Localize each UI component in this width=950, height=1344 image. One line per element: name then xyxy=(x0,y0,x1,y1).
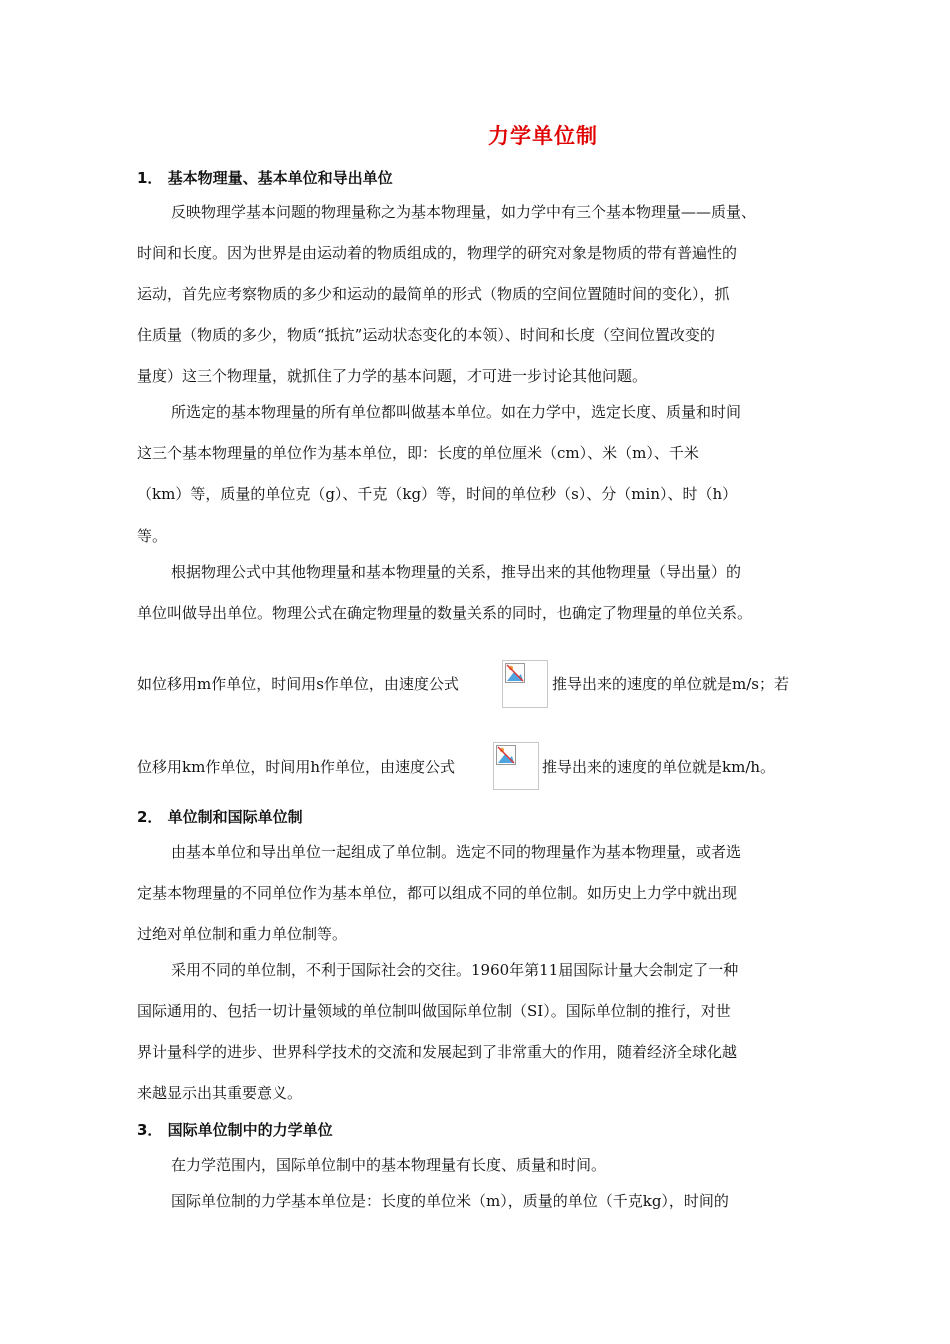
paragraph-line: 所选定的基本物理量的所有单位都叫做基本单位。如在力学中，选定长度、质量和时间 xyxy=(171,403,742,421)
section-heading: 1． 基本物理量、基本单位和导出单位 xyxy=(137,169,393,187)
paragraph-line: 等。 xyxy=(137,527,168,545)
paragraph-line: 来越显示出其重要意义。 xyxy=(137,1084,303,1102)
paragraph-line: （km）等，质量的单位克（g）、千克（kg）等，时间的单位秒（s）、分（min）、时（h） xyxy=(137,485,738,503)
paragraph-line: 单位叫做导出单位。物理公式在确定物理量的数量关系的同时，也确定了物理量的单位关系。 xyxy=(137,604,753,622)
paragraph-line: 时间和长度。因为世界是由运动着的物质组成的，物理学的研究对象是物质的带有普遍性的 xyxy=(137,244,738,262)
paragraph-line: 国际单位制的力学基本单位是：长度的单位米（m），质量的单位（千克kg），时间的 xyxy=(171,1192,729,1210)
paragraph-line: 定基本物理量的不同单位作为基本单位，都可以组成不同的单位制。如历史上力学中就出现 xyxy=(137,884,738,902)
paragraph-line: 住质量（物质的多少，物质“抵抗”运动状态变化的本领）、时间和长度（空间位置改变的 xyxy=(137,326,715,344)
paragraph-line: 在力学范围内，国际单位制中的基本物理量有长度、质量和时间。 xyxy=(171,1156,607,1174)
section-heading: 3． 国际单位制中的力学单位 xyxy=(137,1121,333,1139)
paragraph-line: 界计量科学的进步、世界科学技术的交流和发展起到了非常重大的作用，随着经济全球化越 xyxy=(137,1043,738,1061)
paragraph-line: 推导出来的速度的单位就是km/h。 xyxy=(542,758,776,776)
page-title: 力学单位制 xyxy=(488,124,598,148)
paragraph-line: 这三个基本物理量的单位作为基本单位，即：长度的单位厘米（cm）、米（m）、千米 xyxy=(137,444,699,462)
paragraph-line: 量度）这三个物理量，就抓住了力学的基本问题，才可进一步讨论其他问题。 xyxy=(137,367,648,385)
paragraph-line: 反映物理学基本问题的物理量称之为基本物理量，如力学中有三个基本物理量——质量、 xyxy=(171,203,757,221)
paragraph-line: 国际通用的、包括一切计量领域的单位制叫做国际单位制（SI）。国际单位制的推行，对世 xyxy=(137,1002,731,1020)
paragraph-line: 推导出来的速度的单位就是m/s；若 xyxy=(552,675,789,693)
formula-image xyxy=(502,660,548,708)
paragraph-line: 运动，首先应考察物质的多少和运动的最简单的形式（物质的空间位置随时间的变化），抓 xyxy=(137,285,730,303)
paragraph-line: 由基本单位和导出单位一起组成了单位制。选定不同的物理量作为基本物理量，或者选 xyxy=(171,843,742,861)
paragraph-line: 位移用km作单位，时间用h作单位，由速度公式 xyxy=(137,758,455,776)
paragraph-line: 过绝对单位制和重力单位制等。 xyxy=(137,925,348,943)
formula-image xyxy=(493,742,539,790)
paragraph-line: 根据物理公式中其他物理量和基本物理量的关系，推导出来的其他物理量（导出量）的 xyxy=(171,563,742,581)
paragraph-line: 如位移用m作单位，时间用s作单位，由速度公式 xyxy=(137,675,459,693)
broken-image-icon xyxy=(496,745,516,765)
paragraph-line: 采用不同的单位制，不利于国际社会的交往。1960年第11届国际计量大会制定了一种 xyxy=(171,961,739,979)
section-heading: 2． 单位制和国际单位制 xyxy=(137,808,303,826)
broken-image-icon xyxy=(505,663,525,683)
